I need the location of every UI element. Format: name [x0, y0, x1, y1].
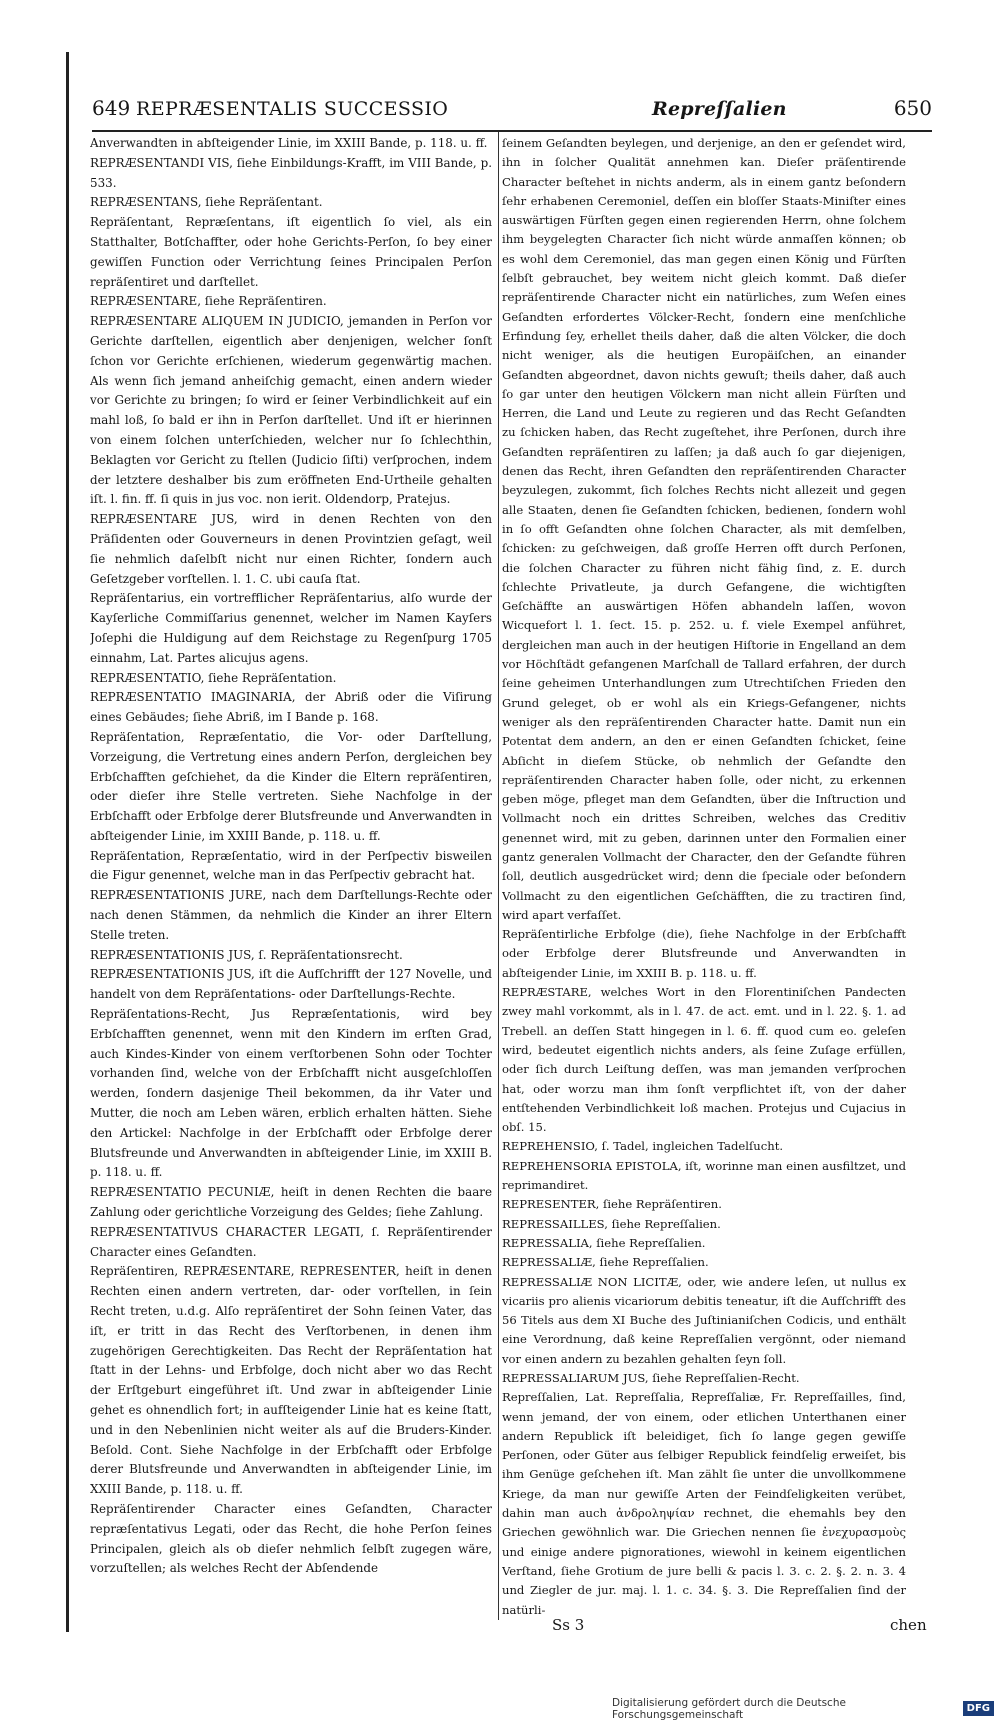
dictionary-entry: REPREHENSORIA EPISTOLA, iſt, worinne man einen ausfiltzet, und reprimandiret.	[502, 1158, 906, 1193]
dictionary-entry: REPRESSALIÆ NON LICITÆ, oder, wie andere leſen, ut nullus ex vicariis pro alienis vicariorum debitis teneatur, iſt die Aufſchrifft des 56 Titels aus dem XI Buche des Juſtinianiſchen Codicis, und enthält eine Verordnung, daß keine Repreſſalien vergönnt, oder niemand vor einen andern zu bezahlen gehalten ſeyn ſoll.	[502, 1274, 906, 1366]
dictionary-entry: REPRÆSENTATIVUS CHARACTER LEGATI, ſ. Repräſentirender Character eines Geſandten.	[90, 1224, 492, 1259]
dictionary-entry: Repräſentations-Recht, Jus Repræſentationis, wird bey Erbſchafften genennet, wenn mit den Kindern im erſten Grad, auch Kindes-Kinder von einem verſtorbenen Sohn oder Tochter vorhanden ſind, welche von der Erbſchafft nicht ausgeſchloſſen werden, ſondern dasjenige Theil bekommen, da ihr Vater und Mutter, die noch am Leben wären, erblich erhalten hätten. Siehe den Artickel: Nachfolge in der Erbſchafft oder Erbfolge derer Blutsfreunde und Anverwandten in abſteigender Linie, im XXIII B. p. 118. u. ff.	[90, 1007, 492, 1180]
dictionary-entry: REPRÆSENTARE, ſiehe Repräſentiren.	[90, 294, 327, 309]
right-page-number: 650	[893, 96, 932, 120]
dfg-logo: DFG	[963, 1701, 994, 1716]
dictionary-entry: Repräſentirliche Erbfolge (die), ſiehe Nachfolge in der Erbſchafft oder Erbfolge derer Blutsfreunde und Anverwandten in abſteigender Linie, im XXIII B. p. 118. u. ff.	[502, 927, 906, 980]
signature-mark: Ss 3	[552, 1616, 585, 1634]
right-running-title: Repreſſalien	[652, 98, 787, 120]
dictionary-entry: REPRÆSENTATIO, ſiehe Repräſentation.	[90, 670, 337, 685]
dictionary-entry: Repräſentirender Character eines Geſandten, Character repræſentativus Legati, oder das Recht, die hohe Perſon ſeines Principalen, gleich als ob dieſer nehmlich ſelbſt zugegen wäre, vorzuſtellen; als welches Recht der Abſendende	[90, 1501, 492, 1576]
right-column	[502, 134, 906, 1620]
dictionary-entry: Repreſſalien, Lat. Repreſſalia, Repreſſaliæ, Fr. Repreſſailles, ſind, wenn jemand, der von einem, oder etlichen Unterthanen einer andern Republick iſt beleidiget, ſich ſo lange gegen gewiſſe Perſonen, oder Güter aus ſelbiger Republick feindſelig erweiſet, bis ihm Genüge geſchehen iſt. Man zählt ſie unter die unvollkommene Kriege, da man nur gewiſſe Arten der Feindſeligkeiten verübet, dahin man auch ἀνδροληψίαν rechnet, die ehemahls bey den Griechen gewöhnlich war. Die Griechen nennen ſie ἐνεχυρασμοὺς und einige andere pignorationes, wiewohl in keinem eigentlichen Verſtand, ſiehe Grotium de jure belli & pacis l. 3. c. 2. §. 2. n. 3. 4 und Ziegler de jur. maj. l. 1. c. 34. §. 3. Die Repreſſalien ſind der natürli-	[502, 1390, 906, 1617]
dictionary-entry: REPRÆSENTARE JUS, wird in denen Rechten von den Präſidenten oder Gouverneurs in denen Provintzien geſagt, weil ſie nehmlich daſelbſt nicht nur einen Richter, ſondern auch Geſetzgeber vorſtellen. l. 1. C. ubi cauſa ſtat.	[90, 512, 492, 586]
dictionary-entry: REPRÆSENTATIO IMAGINARIA, der Abriß oder die Viſirung eines Gebäudes; ſiehe Abriß, im I Bande p. 168.	[90, 690, 492, 725]
dictionary-entry: REPRESSALIÆ, ſiehe Repreſſalien.	[502, 1255, 709, 1270]
dictionary-entry: REPRÆSENTATIONIS JUS, ſ. Repräſentationsrecht.	[90, 947, 403, 962]
dictionary-entry: REPRÆSTARE, welches Wort in den Florentiniſchen Pandecten zwey mahl vorkommt, als in l. 47. de act. emt. und in l. 22. §. 1. ad Trebell. an deſſen Statt hingegen in l. 6. ff. quod cum eo. geleſen wird, bedeutet eigentlich nichts anders, als ſeine Zuſage erfüllen, oder ſich durch Leiſtung deſſen, was man jemanden verſprochen hat, oder worzu man ihm ſonſt verpflichtet iſt, von der daher entſtehenden Verbindlichkeit loß machen. Protejus und Cujacius in obſ. 15.	[502, 985, 906, 1135]
dictionary-entry: Repräſentiren, REPRÆSENTARE, REPRESENTER, heiſt in denen Rechten einen andern vertreten, dar- oder vorſtellen, in ſein Recht treten, u.d.g. Alſo repräſentiret der Sohn ſeinen Vater, das iſt, er tritt in das Recht des Verſtorbenen, in denen ihm zugehörigen Gerechtigkeiten. Das Recht der Repräſentation hat ſtatt in der Lehns- und Erbfolge, doch nicht aber wo das Recht der Erſtgeburt eingeführet iſt. Und zwar in abſteigender Linie gehet es ohnendlich fort; in aufſteigender Linie hat es keine ſtatt, und in den Nebenlinien nicht weiter als auf die Bruders-Kinder. Beſold. Cont. Siehe Nachfolge in der Erbſchafft oder Erbfolge derer Blutsfreunde und Anverwandten in abſteigender Linie, im XXIII Bande, p. 118. u. ff.	[90, 1264, 492, 1497]
left-page-number: 649	[92, 96, 131, 120]
dictionary-entry: REPRÆSENTATIONIS JUS, iſt die Aufſchrifft der 127 Novelle, und handelt von dem Repräſentations- oder Darſtellungs-Rechte.	[90, 967, 492, 1002]
credit-text: Digitalisierung gefördert durch die Deutsche Forschungsgemeinschaft	[612, 1696, 846, 1721]
left-column	[90, 134, 492, 1620]
dictionary-entry: Repräſentation, Repræſentatio, die Vor- oder Darſtellung, Vorzeigung, die Vertretung eines andern Perſon, dergleichen bey Erbſchafften geſchiehet, da die Kinder die Eltern repräſentiren, oder dieſer ihre Stelle vertreten. Siehe Nachfolge in der Erbſchafft oder Erbfolge derer Blutsfreunde und Anverwandten in abſteigender Linie, im XXIII Bande, p. 118. u. ff.	[90, 729, 492, 843]
dictionary-entry: Repräſentarius, ein vortrefflicher Repräſentarius, alſo wurde der Kayſerliche Commiſſarius genennet, welcher im Namen Kayſers Joſephi die Huldigung auf dem Reichstage zu Regenſpurg 1705 einnahm, Lat. Partes alicujus agens.	[90, 591, 492, 665]
dictionary-entry: REPREHENSIO, ſ. Tadel, ingleichen Tadelſucht.	[502, 1139, 784, 1154]
left-running-title: REPRÆSENTALIS SUCCESSIO	[136, 98, 449, 120]
running-header	[92, 96, 932, 128]
dictionary-entry: ſeinem Geſandten beylegen, und derjenige, an den er geſendet wird, ihn in ſolcher Qualität annehmen kan. Dieſer präſentirende Character beſtehet in nichts anderm, als in einem gantz beſondern ſehr erhabenen Ceremoniel, deſſen ein bloſſer Staats-Miniſter eines auswärtigen Fürſten gegen einen regierenden Herrn, ohne ſolchem ihm beygelegten Character ſich nicht würde anmaſſen können; ob es wohl dem Ceremoniel, das man gegen einen König und Fürſten ſelbſt gebrauchet, bey weitem nicht gleich kommt. Daß dieſer repräſentirende Character nicht ein natürliches, zum Weſen eines Geſandten erfordertes Völcker-Recht, ſondern eine menſchliche Erfindung ſey, erhellet theils daher, daß die alten Völcker, die doch nicht weniger, als die heutigen Europäiſchen, an einander Geſandten abgeordnet, davon nichts gewuſt; theils daher, daß auch ſo gar unter den heutigen Völckern man nicht allein Fürſten und Herren, die Land und Leute zu regieren und das Recht Geſandten zu ſchicken haben, das Recht zugeſtehet, ihre Perſonen, durch ihre Geſandten repräſentiren zu laſſen; ja daß auch ſo gar diejenigen, denen das Recht, ihren Geſandten den repräſentirenden Character beyzulegen, zukommt, ſich ſolches Rechts nicht allezeit und gegen alle Staaten, denen ſie Geſandten ſchicken, bedienen, ſondern wohl in ſo offt Geſandten ohne ſolchen Character, als mit demſelben, ſchicken: zu geſchweigen, daß groſſe Herren offt durch Perſonen, die ſolchen Character zu führen nicht fähig ſind, z. E. durch ſchlechte Privatleute, ja durch Gefangene, die wichtigſten Geſchäffte an auswärtigen Höfen abhandeln laſſen, wovon Wicquefort l. 1. ſect. 15. p. 252. u. f. viele Exempel anführet, dergleichen man auch in der heutigen Hiſtorie in Engelland an dem vor Höchſtädt gefangenen Marſchall de Tallard erfahren, der durch ſeine geheimen Unterhandlungen zum Utrechtiſchen Frieden den Grund geleget, ob er wohl als ein Kriegs-Gefangener, nichts weniger als den repräſentirenden Character hatte. Damit nun ein Potentat dem andern, an den er einen Geſandten ſchicket, ſeine Abſicht in dieſem Stücke, ob nehmlich der Geſandte den repräſentirenden Character haben ſolle, oder nicht, zu erkennen geben möge, pfleget man dem Geſandten, über die Inſtruction und Vollmacht noch ein drittes Schreiben, welches das Creditiv genennet wird, mit zu geben, darinnen unter den Formalien einer gantz generalen Vollmacht der Character, den der Geſandte führen ſoll, deutlich ausgedrücket wird; denn die ſpeciale oder beſondern Vollmacht zu den eigentlichen Geſchäfften, die zu tractiren ſind, wird apart verfaſſet.	[502, 136, 906, 922]
catchword: chen	[890, 1616, 927, 1634]
dictionary-entry: Repräſentant, Repræſentans, iſt eigentlich ſo viel, als ein Statthalter, Botſchaffter, oder hohe Gerichts-Perſon, ſo bey einer gewiſſen Function oder Verrichtung ſeines Principalen Perſon repräſentiret und darſtellet.	[90, 215, 492, 289]
dictionary-entry: Repräſentation, Repræſentatio, wird in der Perſpectiv bisweilen die Figur genennet, welche man in das Perſpectiv gebracht hat.	[90, 848, 492, 883]
dictionary-entry: Anverwandten in abſteigender Linie, im XXIII Bande, p. 118. u. ff.	[90, 136, 488, 150]
digitization-credit	[612, 1696, 1000, 1721]
dictionary-entry: REPRÆSENTANS, ſiehe Repräſentant.	[90, 195, 323, 210]
dictionary-entry: REPRESENTER, ſiehe Repräſentiren.	[502, 1197, 722, 1212]
header-rule	[92, 130, 932, 132]
dictionary-entry: REPRESSALIA, ſiehe Repreſſalien.	[502, 1235, 706, 1250]
scan-binding-edge	[66, 52, 69, 1632]
dictionary-entry: REPRÆSENTATIONIS JURE, nach dem Darſtellungs-Rechte oder nach denen Stämmen, da nehmlich die Kinder an ihrer Eltern Stelle treten.	[90, 888, 492, 942]
dictionary-entry: REPRÆSENTATIO PECUNIÆ, heiſt in denen Rechten die baare Zahlung oder gerichtliche Vorzeigung des Geldes; ſiehe Zahlung.	[90, 1185, 492, 1220]
dictionary-entry: REPRÆSENTARE ALIQUEM IN JUDICIO, jemanden in Perſon vor Gerichte darſtellen, eigentlich aber denjenigen, welcher ſonſt ſchon vor Gerichte erſchienen, wiederum gegenwärtig machen. Als wenn ſich jemand anheiſchig gemacht, einen andern wieder vor Gerichte zu bringen; ſo wird er ſeiner Verbindlichkeit auf ein mahl loß, ſo bald er ihn in Perſon darſtellet. Und iſt er hierinnen von einem ſolchen unterſchieden, welcher nur ſo ſchlechthin, Beklagten vor Gericht zu ſtellen (Judicio ſiſti) verſprochen, indem der letztere deshalber bis zum eröffneten End-Urtheile gehalten iſt. l. fin. ff. ſi quis in jus voc. non ierit. Oldendorp, Pratejus.	[90, 314, 492, 507]
dictionary-entry: REPRÆSENTANDI VIS, ſiehe Einbildungs-Krafft, im VIII Bande, p. 533.	[90, 155, 492, 190]
dictionary-entry: REPRESSAILLES, ſiehe Repreſſalien.	[502, 1216, 721, 1231]
column-divider	[498, 132, 499, 1620]
dictionary-entry: REPRESSALIARUM JUS, ſiehe Repreſſalien-Recht.	[502, 1371, 800, 1385]
